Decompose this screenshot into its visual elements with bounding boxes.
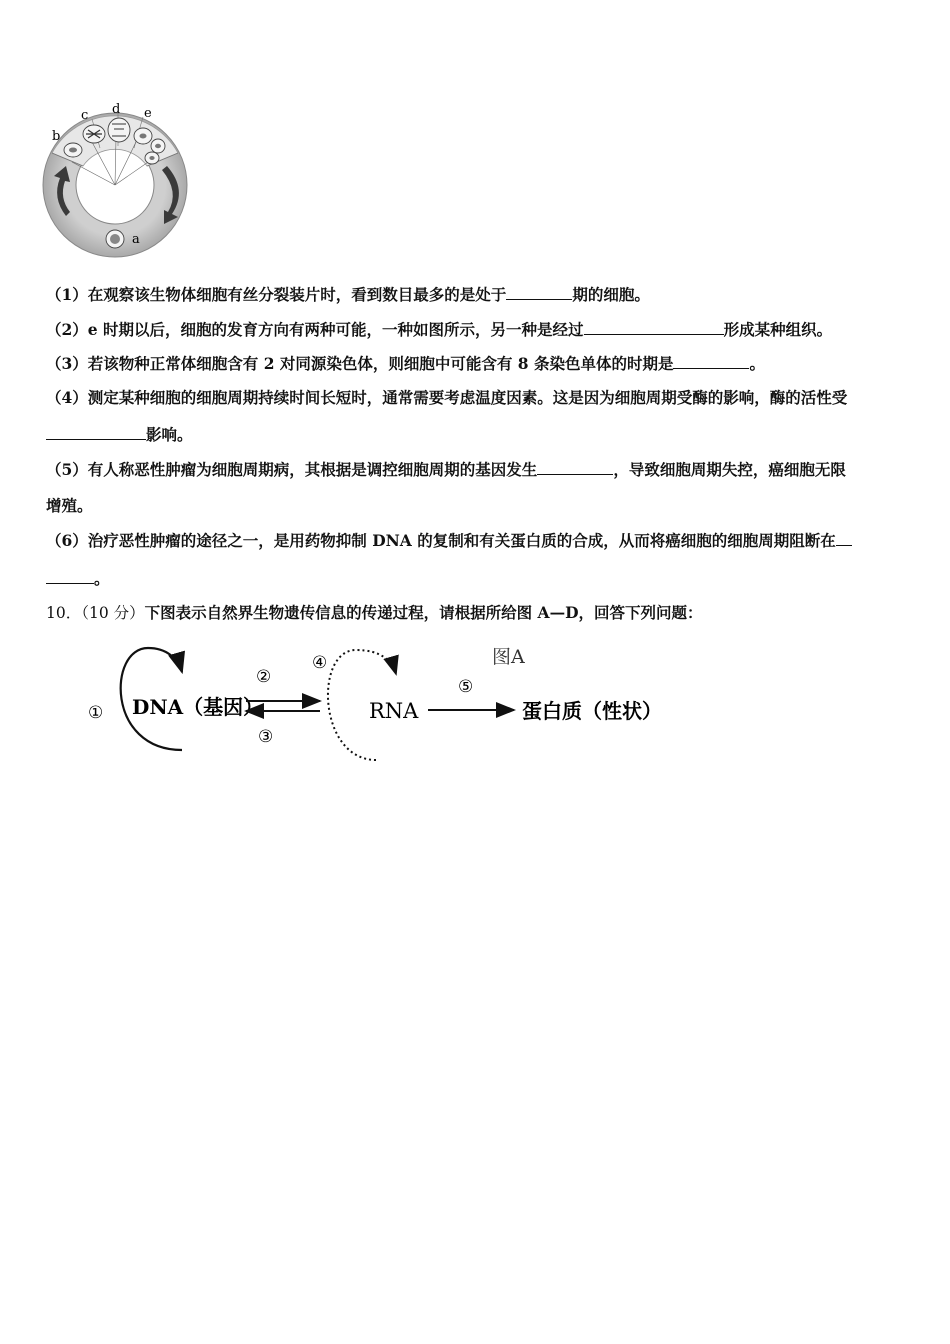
answer-blank-1[interactable] — [506, 285, 572, 300]
cell-d — [108, 118, 130, 142]
answer-blank-3[interactable] — [673, 354, 749, 369]
question-3: （3）若该物种正常体细胞含有 2 对同源染色体，则细胞中可能含有 8 条染色单体的时期是 。 — [46, 354, 765, 373]
dna-label: DNA（基因） — [132, 695, 264, 719]
answer-blank-6a[interactable] — [836, 531, 852, 546]
label-4: ④ — [312, 653, 328, 673]
question-10 — [46, 594, 908, 632]
cycle-label-c: c — [81, 108, 89, 123]
cycle-label-a: a — [132, 232, 140, 247]
question-4-cont: 影响。 — [46, 416, 908, 454]
label-2: ② — [256, 667, 272, 687]
question-6-cont: 。 — [46, 560, 908, 598]
question-6: （6）治疗恶性肿瘤的途径之一，是用药物抑制 DNA 的复制和有关蛋白质的合成，从而将癌细胞的细胞周期阻断在 — [46, 522, 908, 560]
answer-blank-4[interactable] — [46, 425, 146, 440]
question-4: （4）测定某种细胞的细胞周期持续时间长短时，通常需要考虑温度因素。这是因为细胞周期受酶的影响，酶的活性受 — [46, 388, 848, 407]
question-10-score: （10 分） — [81, 604, 145, 622]
cycle-label-e: e — [144, 106, 152, 121]
answer-blank-5[interactable] — [537, 460, 613, 475]
question-5: （5）有人称恶性肿瘤为细胞周期病，其根据是调控细胞周期的基因发生 ，导致细胞周期失控，癌细胞无限 — [46, 460, 846, 479]
cycle-label-d: d — [112, 102, 121, 117]
question-10-text: 下图表示自然界生物遗传信息的传递过程，请根据所给图 A—D，回答下列问题： — [144, 603, 703, 622]
figure-title: 图A — [492, 646, 525, 668]
label-3: ③ — [258, 727, 274, 747]
answer-blank-2[interactable] — [584, 320, 724, 335]
question-2: （2）e 时期以后，细胞的发育方向有两种可能，一种如图所示，另一种是经过 形成某种组织。 — [46, 320, 833, 339]
label-5: ⑤ — [458, 677, 474, 697]
rna-label: RNA — [369, 699, 419, 723]
label-1: ① — [88, 703, 104, 723]
question-1: （1）在观察该生物体细胞有丝分裂装片时，看到数目最多的是处于 期的细胞。 — [46, 285, 650, 304]
cell-cycle-figure — [40, 98, 200, 260]
answer-blank-6b[interactable] — [46, 569, 94, 584]
question-5-cont: 增殖。 — [46, 496, 93, 515]
genetic-flow-figure — [86, 638, 686, 770]
cycle-label-b: b — [52, 129, 61, 144]
question-10-number: 10． — [46, 604, 82, 622]
protein-label: 蛋白质（性状） — [522, 699, 662, 723]
